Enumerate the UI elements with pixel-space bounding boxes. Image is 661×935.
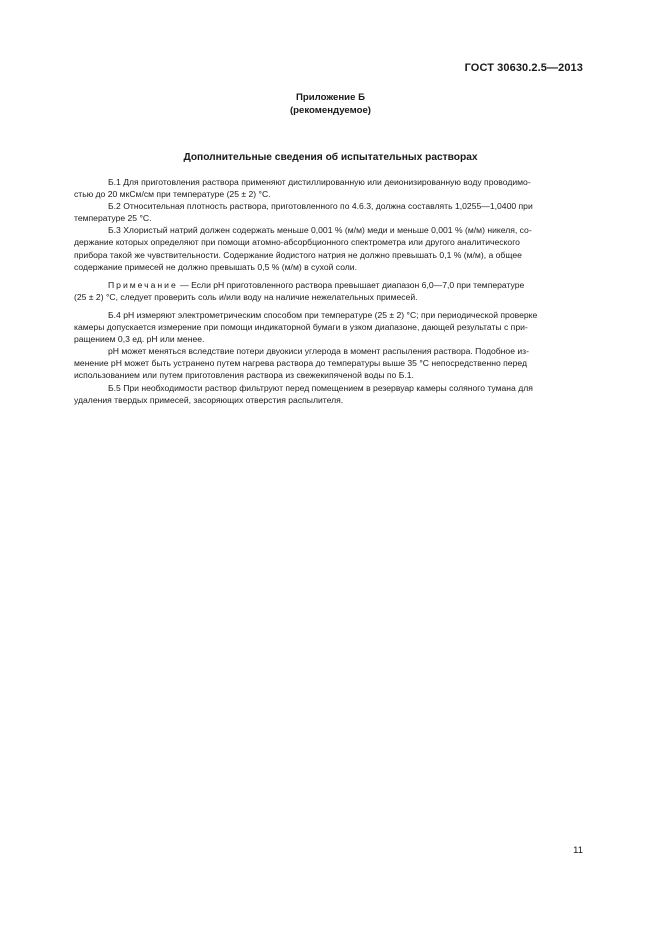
paragraph-line: держание которых определяют при помощи атомно-абсорбционного спектрометра или другого аналитического: [74, 237, 520, 248]
document-body: [74, 176, 584, 406]
paragraph-line: ращением 0,3 ед. pH или менее.: [74, 334, 205, 345]
paragraph-line: прибора такой же чувствительности. Содержание йодистого натрия не должно превышать 0,1 % (м/м), а общее: [74, 249, 522, 260]
paragraph-ph-note: [74, 345, 584, 381]
paragraph-b4: [74, 309, 584, 345]
paragraph-line: pH может меняться вследствие потери двуокиси углерода в момент распыления раствора. Подобное из-: [108, 346, 529, 357]
paragraph-b5: [74, 382, 584, 406]
paragraph-line: (25 ± 2) °С, следует проверить соль и/или воду на наличие нежелательных примесей.: [74, 291, 418, 302]
paragraph-line: Б.5 При необходимости раствор фильтруют перед помещением в резервуар камеры соляного тумана для: [108, 382, 533, 393]
annex-status: (рекомендуемое): [289, 104, 371, 116]
paragraph-line: — Если pH приготовленного раствора превышает диапазон 6,0—7,0 при температуре: [177, 279, 525, 290]
paragraph-b2: [74, 200, 584, 224]
paragraph-line: Б.3 Хлористый натрий должен содержать меньше 0,001 % (м/м) меди и меньше 0,001 % (м/м) никеля, со-: [108, 225, 532, 236]
paragraph-b1: [74, 176, 584, 200]
note: [74, 279, 584, 303]
paragraph-line: содержание примесей не должно превышать 0,5 % (м/м) в сухой соли.: [74, 261, 357, 272]
paragraph-line: камеры допускается измерение при помощи индикаторной бумаги в узком диапазоне, дающей результаты с при-: [74, 322, 528, 333]
annex-heading: [0, 92, 661, 117]
section-title: Дополнительные сведения об испытательных растворах: [183, 152, 478, 163]
paragraph-line: Б.4 pH измеряют электрометрическим способом при температуре (25 ± 2) °С; при периодической проверке: [108, 309, 538, 320]
paragraph-b3: [74, 224, 584, 272]
paragraph-line: удаления твердых примесей, засоряющих отверстия распылителя.: [74, 394, 344, 405]
page-number: 11: [573, 845, 583, 856]
paragraph-line: стью до 20 мкСм/см при температуре (25 ± 2) °С.: [74, 189, 271, 200]
paragraph-line: менение pH может быть устранено путем нагрева раствора до температуры выше 35 °С непосредственно перед: [74, 358, 527, 369]
annex-title: Приложение Б: [296, 92, 365, 103]
paragraph-line: Б.2 Относительная плотность раствора, приготовленного по 4.6.3, должна составлять 1,0255—1,0400 при: [108, 201, 533, 212]
paragraph-line: Б.1 Для приготовления раствора применяют дистиллированную или деионизированную воду проводимо-: [108, 177, 531, 187]
paragraph-line: температуре 25 °С.: [74, 213, 152, 224]
note-label: Примечание: [108, 279, 178, 290]
paragraph-line: использованием или путем приготовления раствора из свежекипяченой воды по Б.1.: [74, 370, 414, 381]
standard-code: ГОСТ 30630.2.5—2013: [464, 62, 583, 74]
